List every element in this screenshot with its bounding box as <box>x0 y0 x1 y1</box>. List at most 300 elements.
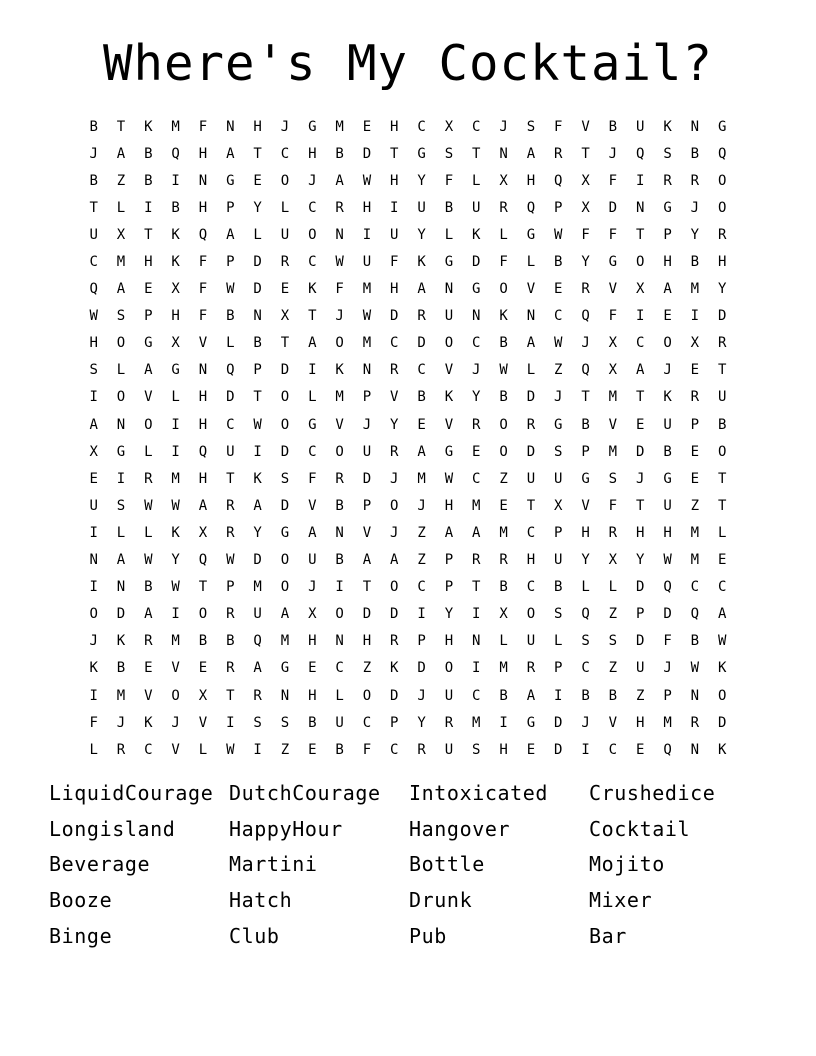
grid-row <box>80 330 736 357</box>
grid-letter: A <box>116 552 126 569</box>
grid-letter: A <box>417 281 426 298</box>
grid-letter: J <box>636 470 645 487</box>
grid-letter: B <box>690 145 700 162</box>
grid-letter: C <box>717 579 727 596</box>
grid-letter: H <box>581 524 590 541</box>
grid-letter: K <box>171 524 180 541</box>
grid-letter: R <box>581 281 590 298</box>
grid-letter: Q <box>690 606 700 623</box>
grid-letter: A <box>335 172 344 189</box>
grid-row <box>80 519 736 546</box>
grid-letter: M <box>335 389 344 406</box>
grid-letter: J <box>472 362 481 379</box>
grid-letter: X <box>554 497 563 514</box>
grid-letter: S <box>608 470 618 487</box>
grid-letter: I <box>171 416 180 433</box>
grid-letter: P <box>636 606 645 623</box>
grid-row <box>80 248 736 275</box>
grid-letter: W <box>663 552 672 569</box>
grid-letter: Z <box>362 660 372 677</box>
grid-letter: N <box>690 741 700 758</box>
grid-letter: C <box>280 145 290 162</box>
grid-letter: L <box>198 741 208 758</box>
grid-letter: S <box>444 145 454 162</box>
grid-letter: J <box>89 145 98 162</box>
grid-letter: A <box>636 362 645 379</box>
grid-letter: C <box>581 660 590 677</box>
grid-letter: R <box>526 660 536 677</box>
grid-letter: K <box>663 118 672 135</box>
grid-letter: C <box>335 660 344 677</box>
grid-letter: V <box>581 118 590 135</box>
grid-letter: A <box>144 606 153 623</box>
grid-letter: X <box>581 199 590 216</box>
grid-letter: W <box>362 172 372 189</box>
grid-row <box>80 547 736 574</box>
grid-letter: N <box>526 308 536 325</box>
grid-letter: L <box>499 633 508 650</box>
grid-letter: D <box>280 497 290 514</box>
grid-row <box>80 384 736 411</box>
grid-letter: N <box>636 199 645 216</box>
grid-letter: A <box>362 552 372 569</box>
grid-letter: O <box>171 687 180 704</box>
grid-letter: W <box>171 497 180 514</box>
grid-letter: C <box>472 470 481 487</box>
grid-letter: W <box>335 254 344 271</box>
grid-letter: W <box>226 552 235 569</box>
grid-letter: J <box>417 497 426 514</box>
grid-letter: A <box>116 145 126 162</box>
grid-letter: C <box>308 443 317 460</box>
grid-letter: B <box>608 687 618 704</box>
grid-letter: L <box>608 579 618 596</box>
grid-letter: X <box>198 524 208 541</box>
grid-letter: R <box>690 714 700 731</box>
grid-letter: W <box>690 660 700 677</box>
grid-letter: O <box>499 416 508 433</box>
grid-letter: D <box>253 552 262 569</box>
grid-letter: G <box>280 524 290 541</box>
word-list-item: Martini <box>229 852 318 877</box>
grid-letter: V <box>308 497 317 514</box>
grid-letter: S <box>280 714 290 731</box>
grid-letter: C <box>526 524 536 541</box>
word-list-item: Crushedice <box>589 781 716 805</box>
grid-letter: U <box>335 714 344 731</box>
grid-letter: E <box>499 497 508 514</box>
grid-letter: P <box>444 552 454 569</box>
grid-letter: Q <box>253 633 262 650</box>
grid-letter: K <box>717 741 727 758</box>
grid-letter: Z <box>554 362 563 379</box>
grid-letter: K <box>499 308 508 325</box>
grid-letter: E <box>417 416 426 433</box>
grid-letter: Z <box>417 524 426 541</box>
grid-letter: J <box>171 714 180 731</box>
grid-letter: D <box>362 145 372 162</box>
grid-letter: K <box>663 389 672 406</box>
grid-letter: M <box>253 579 262 596</box>
grid-letter: O <box>717 172 727 189</box>
grid-letter: F <box>198 254 208 271</box>
grid-letter: B <box>226 633 235 650</box>
word-list-item: HappyHour <box>229 816 343 841</box>
grid-letter: I <box>89 687 98 704</box>
grid-letter: R <box>472 552 481 569</box>
grid-letter: L <box>335 687 344 704</box>
grid-letter: M <box>472 497 481 514</box>
grid-letter: V <box>171 741 180 758</box>
grid-letter: J <box>499 118 508 135</box>
grid-letter: A <box>89 416 98 433</box>
grid-letter: A <box>717 606 727 623</box>
grid-letter: J <box>690 199 700 216</box>
grid-letter: D <box>554 714 563 731</box>
grid-row <box>80 140 736 167</box>
word-list-item: Binge <box>49 923 113 948</box>
grid-letter: L <box>526 362 536 379</box>
grid-letter: C <box>636 335 645 352</box>
grid-letter: A <box>226 145 235 162</box>
grid-letter: T <box>636 497 645 514</box>
grid-letter: H <box>526 552 536 569</box>
grid-letter: M <box>663 714 672 731</box>
word-list-item: Drunk <box>409 888 473 913</box>
grid-letter: B <box>690 633 700 650</box>
grid-letter: C <box>390 741 399 758</box>
grid-letter: O <box>116 335 126 352</box>
grid-letter: R <box>144 470 153 487</box>
grid-letter: U <box>253 606 262 623</box>
grid-letter: R <box>499 199 508 216</box>
grid-letter: R <box>608 524 618 541</box>
grid-letter: F <box>608 497 618 514</box>
grid-letter: R <box>390 633 399 650</box>
grid-letter: D <box>253 254 262 271</box>
grid-letter: C <box>362 714 372 731</box>
grid-letter: T <box>636 389 645 406</box>
grid-letter: J <box>390 470 399 487</box>
grid-letter: P <box>663 687 672 704</box>
grid-letter: X <box>116 226 126 243</box>
grid-letter: F <box>444 172 454 189</box>
grid-letter: I <box>417 606 426 623</box>
grid-letter: Q <box>636 145 645 162</box>
grid-letter: U <box>554 552 563 569</box>
grid-letter: J <box>581 335 590 352</box>
grid-letter: B <box>89 118 98 135</box>
grid-letter: H <box>663 524 672 541</box>
grid-letter: W <box>89 308 98 325</box>
grid-letter: G <box>608 254 618 271</box>
grid-letter: N <box>280 687 290 704</box>
grid-letter: P <box>690 416 700 433</box>
grid-letter: U <box>526 633 536 650</box>
grid-letter: M <box>362 335 372 352</box>
grid-letter: L <box>280 199 290 216</box>
grid-letter: K <box>171 226 180 243</box>
grid-letter: O <box>280 552 290 569</box>
grid-letter: M <box>116 254 126 271</box>
grid-letter: Q <box>171 145 180 162</box>
grid-letter: I <box>171 606 180 623</box>
grid-letter: D <box>226 389 235 406</box>
grid-letter: O <box>335 443 344 460</box>
grid-letter: G <box>717 118 727 135</box>
grid-letter: U <box>636 118 645 135</box>
grid-letter: U <box>444 741 454 758</box>
grid-letter: A <box>472 524 481 541</box>
grid-row <box>80 411 736 438</box>
grid-row <box>80 601 736 628</box>
grid-letter: R <box>226 524 235 541</box>
grid-letter: B <box>335 741 344 758</box>
grid-letter: B <box>171 199 180 216</box>
grid-letter: B <box>144 145 153 162</box>
grid-letter: M <box>171 118 180 135</box>
grid-letter: E <box>144 281 153 298</box>
grid-row <box>80 574 736 601</box>
grid-letter: K <box>89 660 98 677</box>
grid-letter: Q <box>581 362 590 379</box>
grid-letter: L <box>581 579 590 596</box>
grid-letter: H <box>198 470 208 487</box>
grid-letter: S <box>116 497 126 514</box>
grid-letter: A <box>390 552 399 569</box>
grid-letter: Q <box>526 199 536 216</box>
grid-letter: J <box>280 118 290 135</box>
grid-letter: T <box>226 470 235 487</box>
grid-letter: E <box>308 741 317 758</box>
grid-letter: T <box>472 145 481 162</box>
grid-letter: D <box>116 606 126 623</box>
grid-letter: W <box>144 552 153 569</box>
grid-letter: B <box>335 145 344 162</box>
grid-letter: R <box>526 416 536 433</box>
word-list-item: Cocktail <box>589 816 691 841</box>
grid-letter: Q <box>198 226 208 243</box>
grid-letter: X <box>636 281 645 298</box>
grid-letter: C <box>472 118 481 135</box>
grid-letter: H <box>390 281 399 298</box>
grid-letter: K <box>144 118 153 135</box>
grid-letter: F <box>554 118 563 135</box>
grid-letter: U <box>444 308 454 325</box>
grid-letter: T <box>390 145 399 162</box>
grid-letter: M <box>417 470 426 487</box>
grid-letter: K <box>171 254 180 271</box>
grid-letter: R <box>335 470 344 487</box>
grid-letter: D <box>663 606 672 623</box>
grid-letter: B <box>144 579 153 596</box>
grid-letter: C <box>417 579 426 596</box>
grid-letter: M <box>608 443 618 460</box>
grid-letter: K <box>390 660 399 677</box>
grid-letter: E <box>198 660 208 677</box>
grid-letter: E <box>526 741 536 758</box>
grid-letter: T <box>636 226 645 243</box>
grid-letter: I <box>89 579 98 596</box>
grid-letter: V <box>171 660 180 677</box>
grid-letter: B <box>663 443 672 460</box>
grid-letter: L <box>526 254 536 271</box>
grid-letter: R <box>390 362 399 379</box>
grid-letter: L <box>499 226 508 243</box>
grid-letter: Y <box>581 254 590 271</box>
grid-letter: N <box>335 524 344 541</box>
grid-letter: I <box>89 389 98 406</box>
grid-letter: B <box>581 416 590 433</box>
grid-letter: G <box>226 172 235 189</box>
grid-letter: P <box>554 199 563 216</box>
grid-letter: C <box>526 579 536 596</box>
grid-letter: D <box>472 254 481 271</box>
grid-letter: S <box>472 741 481 758</box>
grid-row <box>80 194 736 221</box>
grid-letter: P <box>663 226 672 243</box>
grid-letter: B <box>499 579 508 596</box>
grid-letter: B <box>554 579 563 596</box>
grid-letter: O <box>89 606 98 623</box>
grid-letter: H <box>198 389 208 406</box>
grid-letter: A <box>526 335 536 352</box>
word-list-item: Club <box>229 923 280 948</box>
grid-letter: M <box>690 281 700 298</box>
grid-letter: A <box>663 281 672 298</box>
grid-letter: H <box>144 254 153 271</box>
grid-letter: M <box>690 552 700 569</box>
grid-letter: G <box>417 145 426 162</box>
grid-letter: J <box>390 524 399 541</box>
grid-letter: Y <box>690 226 700 243</box>
grid-letter: F <box>663 633 672 650</box>
grid-letter: C <box>417 362 426 379</box>
grid-letter: C <box>144 741 153 758</box>
grid-letter: N <box>198 362 208 379</box>
grid-letter: Q <box>89 281 98 298</box>
grid-letter: O <box>280 172 290 189</box>
grid-letter: N <box>444 281 454 298</box>
grid-letter: A <box>253 497 262 514</box>
grid-letter: F <box>362 741 372 758</box>
grid-letter: U <box>390 226 399 243</box>
grid-letter: N <box>335 633 344 650</box>
grid-letter: F <box>89 714 98 731</box>
grid-letter: Q <box>198 443 208 460</box>
grid-row <box>80 628 736 655</box>
grid-letter: H <box>444 497 454 514</box>
grid-letter: L <box>308 389 317 406</box>
grid-letter: S <box>663 145 672 162</box>
word-list-item: Beverage <box>49 852 151 877</box>
grid-row <box>80 655 736 682</box>
grid-letter: O <box>636 254 645 271</box>
grid-letter: H <box>308 145 317 162</box>
grid-letter: G <box>526 714 536 731</box>
grid-letter: O <box>663 335 672 352</box>
grid-letter: E <box>472 443 481 460</box>
grid-letter: R <box>390 443 399 460</box>
grid-letter: Y <box>171 552 180 569</box>
grid-letter: G <box>663 199 672 216</box>
grid-letter: Q <box>663 579 672 596</box>
grid-letter: H <box>636 714 645 731</box>
grid-letter: L <box>116 524 126 541</box>
grid-letter: M <box>116 687 126 704</box>
grid-letter: H <box>171 308 180 325</box>
grid-row <box>80 492 736 519</box>
grid-letter: C <box>390 335 399 352</box>
grid-letter: B <box>581 687 590 704</box>
grid-letter: L <box>89 741 98 758</box>
grid-letter: Y <box>472 389 481 406</box>
grid-letter: B <box>608 118 618 135</box>
grid-letter: V <box>362 524 372 541</box>
grid-letter: J <box>663 362 672 379</box>
grid-letter: D <box>717 308 727 325</box>
grid-letter: W <box>444 470 454 487</box>
grid-letter: D <box>390 308 399 325</box>
grid-letter: Q <box>198 552 208 569</box>
grid-letter: V <box>144 389 153 406</box>
grid-letter: G <box>171 362 180 379</box>
grid-letter: I <box>472 606 481 623</box>
grid-letter: O <box>335 335 344 352</box>
grid-letter: V <box>144 687 153 704</box>
grid-letter: A <box>526 687 536 704</box>
grid-letter: H <box>198 416 208 433</box>
grid-letter: L <box>116 199 126 216</box>
grid-letter: I <box>308 362 317 379</box>
grid-letter: I <box>554 687 563 704</box>
grid-letter: X <box>280 308 290 325</box>
grid-letter: Y <box>390 416 399 433</box>
grid-letter: R <box>554 145 563 162</box>
grid-letter: B <box>226 308 235 325</box>
grid-letter: B <box>690 254 700 271</box>
grid-letter: E <box>554 281 563 298</box>
grid-letter: V <box>444 416 454 433</box>
grid-letter: C <box>554 308 563 325</box>
grid-letter: B <box>335 497 344 514</box>
grid-letter: X <box>690 335 700 352</box>
grid-letter: I <box>472 660 481 677</box>
grid-row <box>80 438 736 465</box>
grid-letter: S <box>554 443 563 460</box>
grid-letter: L <box>253 226 262 243</box>
grid-letter: P <box>253 362 262 379</box>
grid-letter: F <box>335 281 344 298</box>
word-list-item: Intoxicated <box>409 781 549 805</box>
grid-row <box>80 357 736 384</box>
grid-letter: P <box>362 389 372 406</box>
grid-letter: Z <box>499 470 508 487</box>
grid-letter: F <box>308 470 317 487</box>
grid-letter: Z <box>116 172 126 189</box>
grid-letter: T <box>253 389 262 406</box>
grid-row <box>80 113 736 140</box>
grid-letter: U <box>89 497 98 514</box>
grid-letter: K <box>144 714 153 731</box>
grid-letter: Y <box>417 172 426 189</box>
grid-letter: Z <box>608 660 618 677</box>
grid-letter: D <box>280 443 290 460</box>
grid-letter: X <box>499 606 508 623</box>
grid-letter: D <box>362 470 372 487</box>
grid-letter: D <box>280 362 290 379</box>
grid-letter: A <box>144 362 153 379</box>
